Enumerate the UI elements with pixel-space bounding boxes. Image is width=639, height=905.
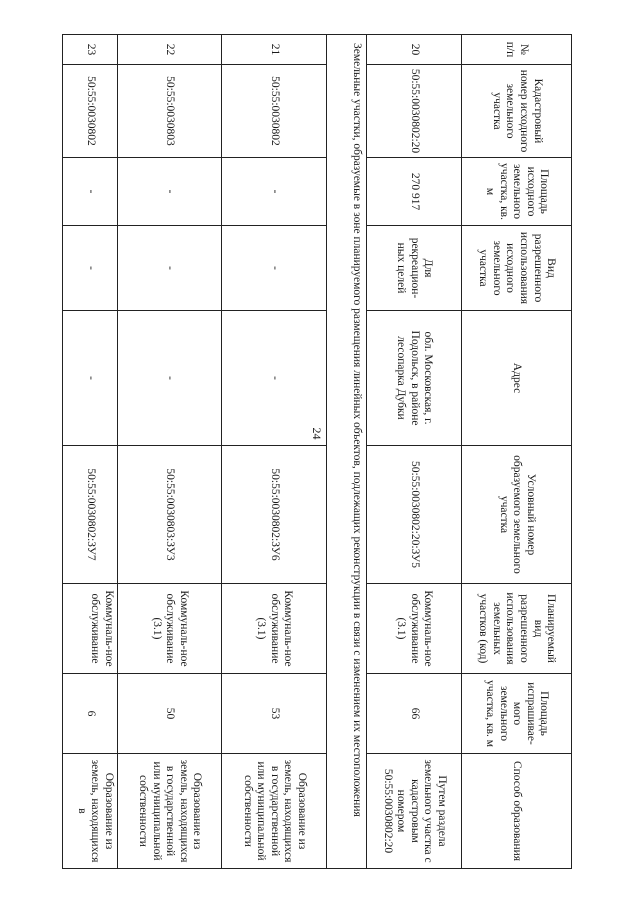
table-header-row xyxy=(461,35,571,868)
header-planned-use: Планируемый вид разрешенного использования земельных участков (код) xyxy=(462,584,571,674)
cell-source-cadastral-number: 50:55:0030802 xyxy=(222,65,326,158)
cell-source-permitted-use: - xyxy=(63,226,117,311)
cell-source-area: 270 917 xyxy=(367,158,461,226)
table-row xyxy=(63,35,117,868)
cell-source-cadastral-number: 50:55:0030802 xyxy=(63,65,117,158)
table-row xyxy=(221,35,326,868)
header-requested-area: Площадь испрашивае-мого земельного участка, кв. м xyxy=(462,674,571,754)
header-formation-method: Способ образования xyxy=(511,760,524,862)
table-row xyxy=(117,35,221,868)
cell-requested-area: 66 xyxy=(367,674,461,754)
cell-address: - xyxy=(118,311,221,446)
table-row xyxy=(366,35,461,868)
cell-planned-use: Коммуналь-ное обслуживание (3.1) xyxy=(118,584,221,674)
cell-conditional-number: 50:55:0030802:20:ЗУ5 xyxy=(367,446,461,584)
cell-source-area: - xyxy=(118,158,221,226)
cell-planned-use: Коммуналь-ное обслуживание (3.1) xyxy=(367,584,461,674)
cell-formation-method: Образование из земель, находящихся в государственной или муниципальной собственности xyxy=(241,759,308,863)
header-source-area: Площадь исходного земельного участка, кв. м xyxy=(462,158,571,226)
cell-source-cadastral-number: 50:55:0030803 xyxy=(118,65,221,158)
section-row xyxy=(326,35,366,868)
header-source-cadastral-number: Кадастровый номер исходного земельного участка xyxy=(462,65,571,158)
cell-number: 23 xyxy=(63,35,117,65)
cell-conditional-number: 50:55:0030802:ЗУ6 xyxy=(222,446,326,584)
header-source-permitted-use: Вид разрешенного использования исходного земельного участка xyxy=(462,226,571,311)
cell-address: - xyxy=(63,311,117,446)
cell-source-cadastral-number: 50:55:0030802:20 xyxy=(367,65,461,158)
header-address: Адрес xyxy=(462,311,571,446)
header-number: № п/п xyxy=(462,35,571,65)
land-plots-table xyxy=(62,34,572,869)
cell-number: 22 xyxy=(118,35,221,65)
section-title: Земельные участки, образуемые в зоне планируемого размещения линейных объектов, подлежащих реконструкции в связи с изменением их местоположения xyxy=(351,43,363,817)
cell-address: обл. Московская, г. Подольск, в районе лесопарка Дубки xyxy=(367,311,461,446)
cell-requested-area: 50 xyxy=(118,674,221,754)
cell-source-permitted-use: - xyxy=(118,226,221,311)
cell-requested-area: 53 xyxy=(222,674,326,754)
cell-conditional-number: 50:55:0030802:ЗУ7 xyxy=(63,446,117,584)
page-number: 24 xyxy=(310,427,324,440)
header-conditional-number: Условный номер образуемого земельного участка xyxy=(462,446,571,584)
cell-conditional-number: 50:55:0030803:ЗУ3 xyxy=(118,446,221,584)
cell-source-permitted-use: - xyxy=(222,226,326,311)
cell-formation-method: Путем раздела земельного участка с кадастровым номером 50:55:0030802:20 xyxy=(381,759,448,863)
cell-source-area: - xyxy=(222,158,326,226)
cell-planned-use: Коммуналь-ное обслуживание xyxy=(63,584,117,674)
cell-formation-method: Образование из земель, находящихся в xyxy=(75,759,115,863)
cell-address: - xyxy=(222,311,326,446)
cell-number: 20 xyxy=(367,35,461,65)
cell-source-permitted-use: Для рекреацион-ных целей xyxy=(367,226,461,311)
cell-number: 21 xyxy=(222,35,326,65)
cell-formation-method: Образование из земель, находящихся в государственной или муниципальной собственности xyxy=(137,759,204,863)
rotated-page-content xyxy=(62,34,572,869)
cell-requested-area: 6 xyxy=(63,674,117,754)
cell-source-area: - xyxy=(63,158,117,226)
cell-planned-use: Коммуналь-ное обслуживание (3.1) xyxy=(222,584,326,674)
